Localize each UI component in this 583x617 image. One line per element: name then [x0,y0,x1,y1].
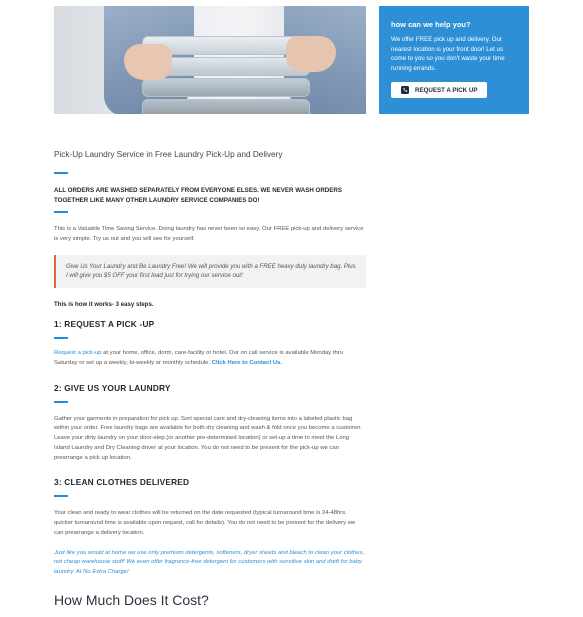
accent-rule [54,337,68,339]
step3-text: Your clean and ready to wear clothes will be returned on the date requested (typical turnaround time is 24-48hrs. quicker turnaround time is available upon request, call for details). You do not need to be present for the delivery we can prearrange a delivery location. [54,510,356,536]
request-pickup-button[interactable] [391,82,487,98]
request-pickup-label: REQUEST A PICK UP [415,86,478,94]
hero-hand-right [286,36,336,72]
accent-rule [54,211,68,213]
promo-quote: Give Us Your Laundry and Be Laundry Free! We will provide you with a FREE heavy duty laundry bag. Plus I will give you $5 OFF your first load just for trying our service out! [54,255,366,289]
step2-heading: 2: GIVE US YOUR LAUNDRY [54,382,171,393]
help-box [379,6,529,114]
help-body: We offer FREE pick up and delivery. Our nearest location is your front door! Let us come to you so you don't waste your time running errands. [391,36,505,72]
hero-image-folded-shirts [54,6,366,114]
main-content [54,150,366,608]
phone-icon [401,86,409,94]
premium-detergent-note: Just like you would at home we use only premium detergents, softeners, dryer sheets and bleach to clean your clothes, not cheap warehouse stuff! We even offer fragrance-free detergent for customers with sensitive skin and dreft for baby laundry. At No Extra Charge! [54,549,365,575]
step2-text: Gather your garments in preparation for pick up. Sort special care and dry-cleaning items into a labeled plastic bag within your order. Free laundry bags are available for both dry cleaning and wash & fold once you become a customer. Leave your dirty laundry on your door-step (or another pre-determined location) or set-up a time to meet the Long Island Laundry and Dry Cleaning driver at your location. You do not need to be present for the pick-up we can prearrange a pick up location. [54,415,362,461]
help-title: how can we help you? [391,20,471,29]
cost-heading: How Much Does It Cost? [54,591,209,608]
accent-rule [54,495,68,497]
hero-hand-left [124,44,172,80]
intro-title: Pick-Up Laundry Service in Free Laundry Pick-Up and Delivery [54,150,283,159]
steps-intro: This is how it works- 3 easy steps. [54,301,154,309]
step1-text [54,349,366,368]
step3-heading: 3: CLEAN CLOTHES DELIVERED [54,477,190,488]
step1-heading: 1: REQUEST A PICK -UP [54,319,155,330]
step1-body: at your home, office, dorm, care-facility or hotel. Our on call service is available Monday thru Saturday or set up a weekly, bi-weekly or monthly schedule. [54,350,343,366]
intro-paragraph: This is a Valuable Time Saving Service. Doing laundry has never been so easy. Our FREE pick-up and delivery service is very simple. Try us out and you will see for yourself. [54,226,364,242]
request-pickup-link[interactable]: Request a pick-up [54,350,102,357]
intro-caps-notice: ALL ORDERS ARE WASHED SEPARATELY FROM EVERYONE ELSES. WE NEVER WASH ORDERS TOGETHER LIKE MANY OTHER LAUNDRY SERVICE COMPANIES DO! [54,187,342,204]
accent-rule [54,172,68,174]
contact-us-link[interactable]: Click Here to Contact Us. [211,359,283,366]
accent-rule [54,401,68,403]
